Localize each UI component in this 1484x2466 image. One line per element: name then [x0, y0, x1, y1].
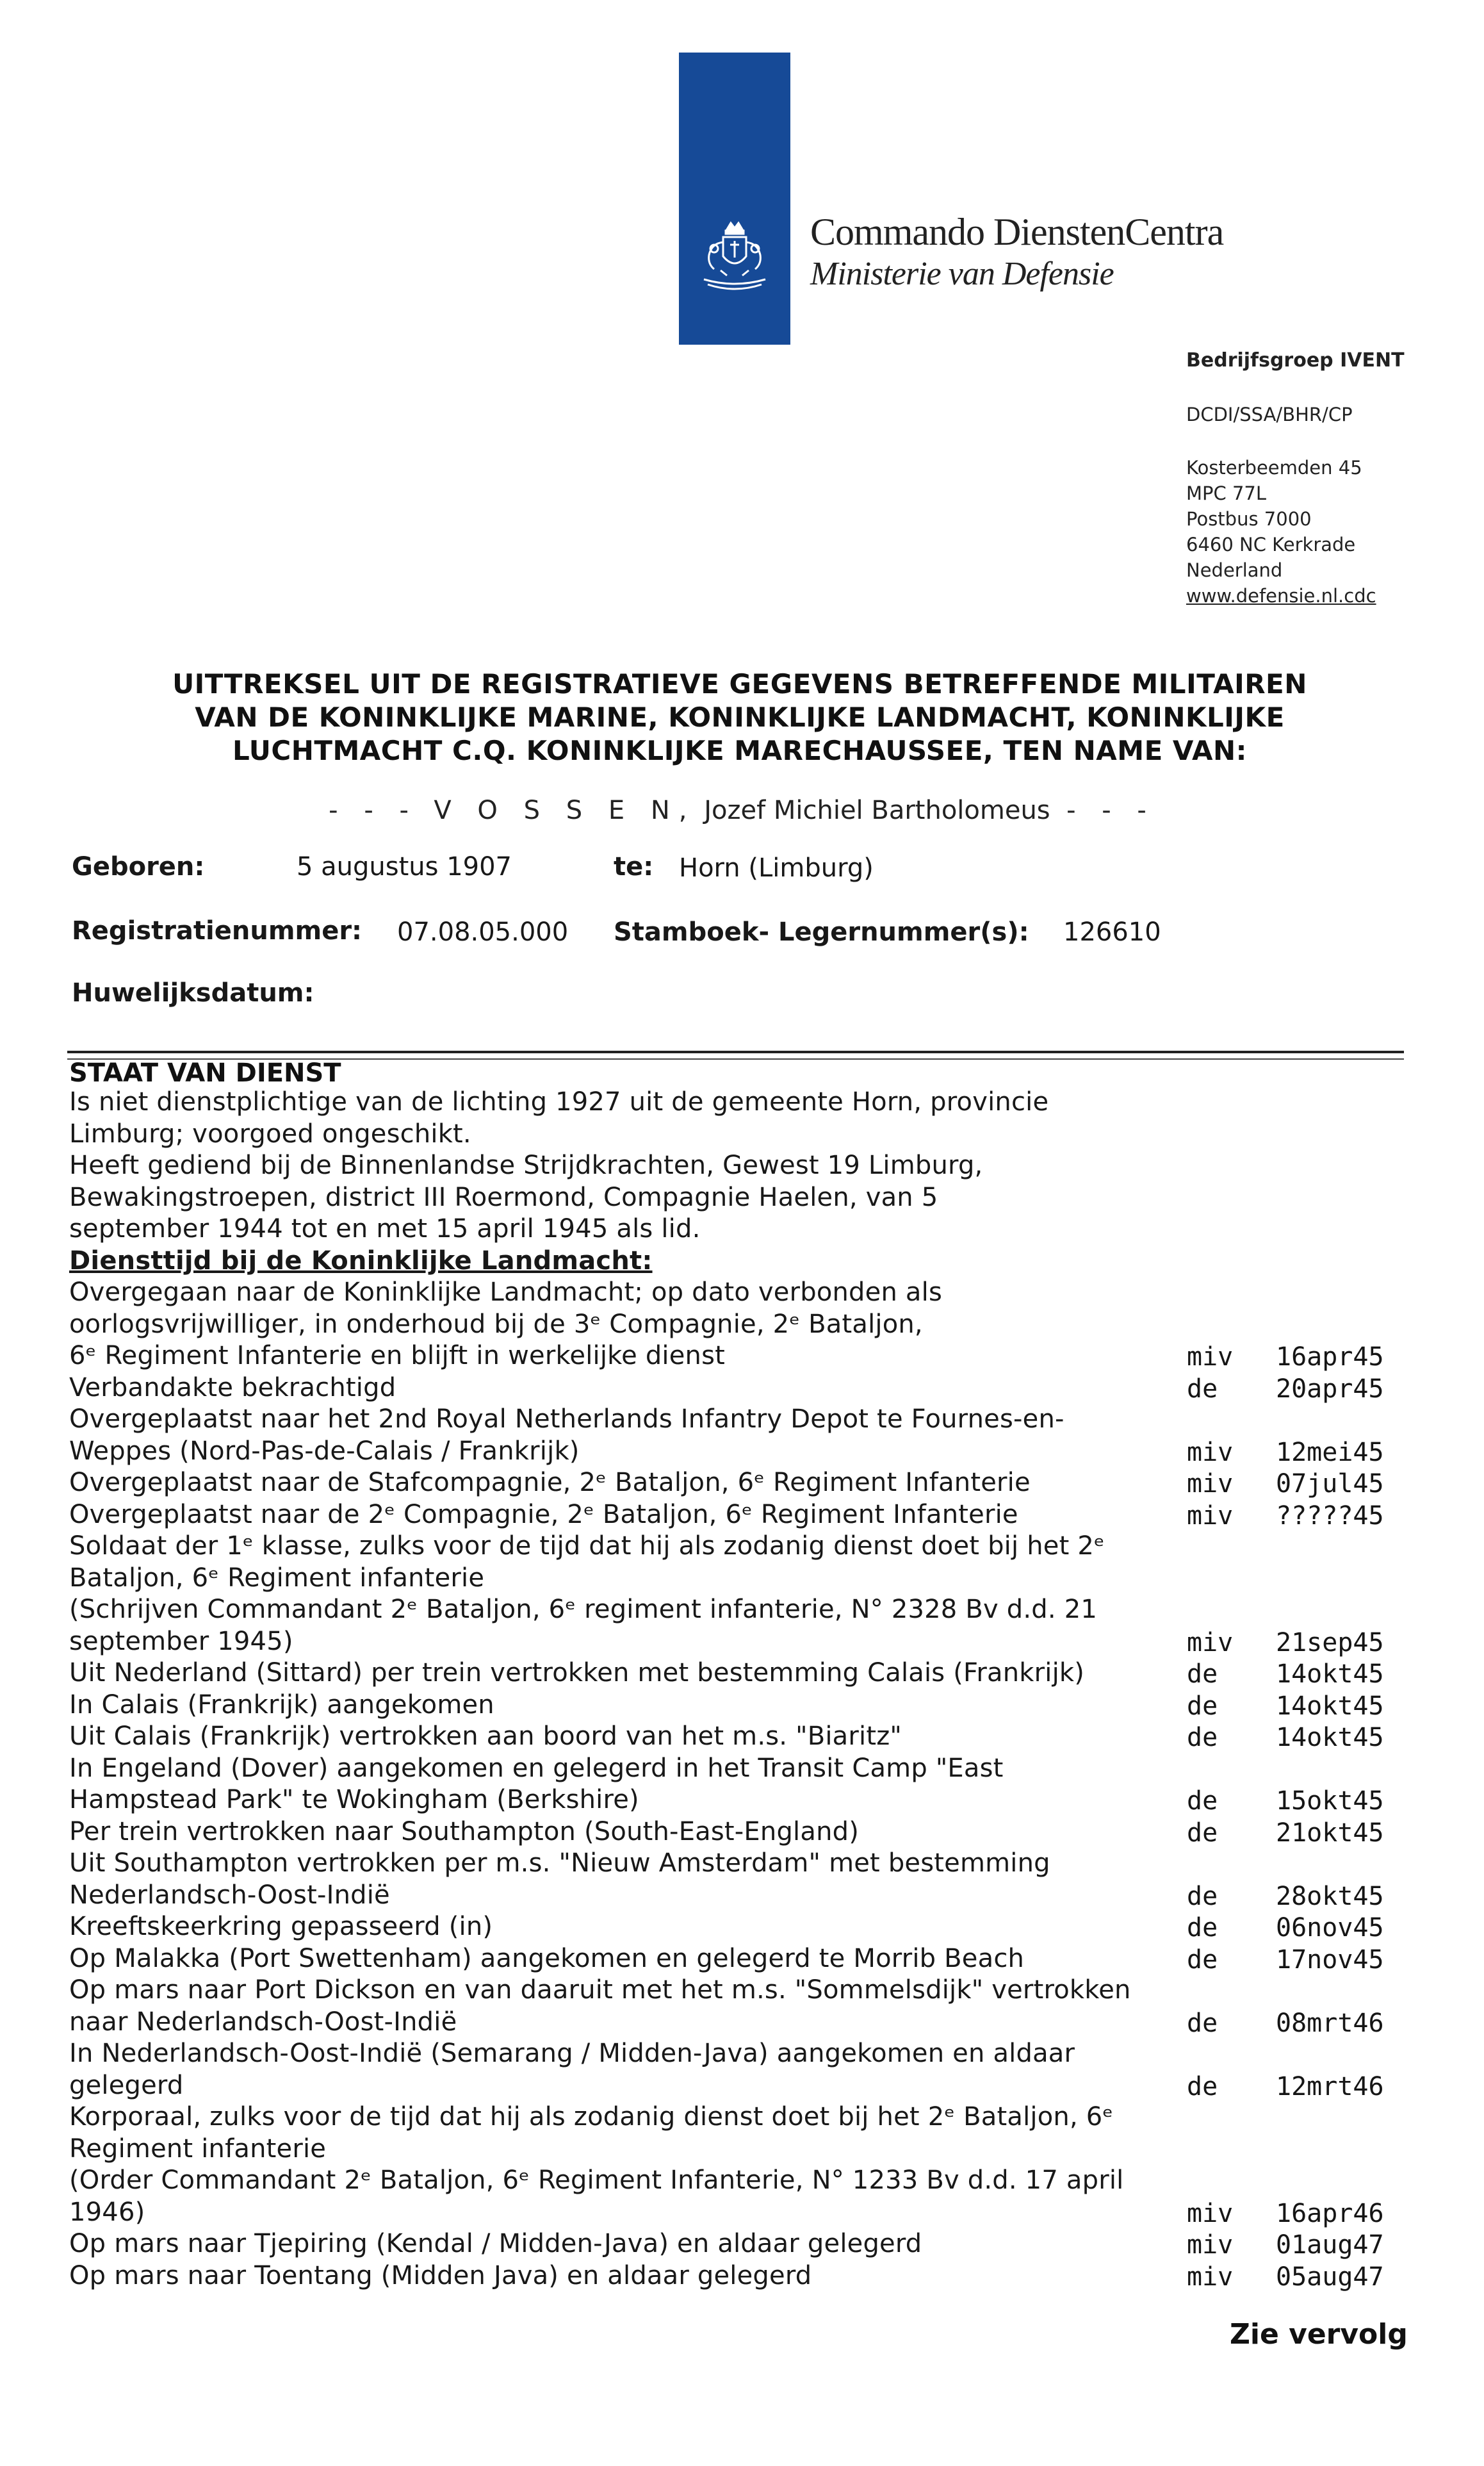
registration-value: 07.08.05.000 — [397, 917, 569, 947]
given-names: Jozef Michiel Bartholomeus — [704, 796, 1050, 825]
entry-keyword: de — [1187, 1945, 1218, 1975]
entry-text: Is niet dienstplichtige van de lichting 1927 uit de gemeente Horn, provincie — [69, 1087, 1049, 1117]
entry-text: Verbandakte bekrachtigd — [69, 1373, 396, 1402]
entry-keyword: miv — [1187, 1438, 1234, 1467]
entry-keyword: miv — [1187, 1628, 1234, 1657]
entry-text: naar Nederlandsch-Oost-Indië — [69, 2007, 457, 2037]
name-dashes-right: - - - — [1066, 796, 1155, 825]
coat-of-arms-icon — [695, 218, 775, 301]
heading-line: VAN DE KONINKLIJKE MARINE, KONINKLIJKE LANDMACHT, KONINKLIJKE — [195, 702, 1285, 733]
entry-text: Uit Southampton vertrokken per m.s. "Nieuw Amsterdam" met bestemming — [69, 1848, 1050, 1878]
entry-date: ?????45 — [1276, 1501, 1384, 1531]
entry-text: 6ᵉ Regiment Infanterie en blijft in werkelijke dienst — [69, 1341, 726, 1370]
entry-text: september 1944 tot en met 15 april 1945 als lid. — [69, 1214, 701, 1244]
entry-keyword: de — [1187, 1786, 1218, 1816]
ministry-name: Ministerie van Defensie — [810, 256, 1114, 292]
entry-keyword: miv — [1187, 2262, 1234, 2292]
heading-line: LUCHTMACHT C.Q. KONINKLIJKE MARECHAUSSEE, TEN NAME VAN: — [232, 735, 1247, 766]
entry-text: (Schrijven Commandant 2ᵉ Bataljon, 6ᵉ regiment infanterie, N° 2328 Bv d.d. 21 — [69, 1595, 1098, 1624]
document-heading — [128, 668, 1351, 768]
address-line: MPC 77L — [1186, 482, 1267, 504]
entry-date: 28okt45 — [1276, 1882, 1384, 1911]
entry-date: 07jul45 — [1276, 1469, 1384, 1499]
entry-text: oorlogsvrijwilliger, in onderhoud bij de 3ᵉ Compagnie, 2ᵉ Bataljon, — [69, 1310, 923, 1339]
entry-text: Korporaal, zulks voor de tijd dat hij als zodanig dienst doet bij het 2ᵉ Bataljon, 6ᵉ — [69, 2102, 1114, 2132]
org-name: Commando DienstenCentra — [810, 211, 1224, 253]
continued-note: Zie vervolg — [1230, 2318, 1408, 2351]
registration-label: Registratienummer: — [72, 916, 363, 946]
entry-text: (Order Commandant 2ᵉ Bataljon, 6ᵉ Regiment Infanterie, N° 1233 Bv d.d. 17 april — [69, 2166, 1124, 2195]
entry-keyword: de — [1187, 1913, 1218, 1943]
stamboek-value: 126610 — [1063, 917, 1161, 947]
entry-date: 14okt45 — [1276, 1659, 1384, 1689]
entry-text: Op mars naar Toentang (Midden Java) en aldaar gelegerd — [69, 2261, 812, 2290]
entry-text: Limburg; voorgoed ongeschikt. — [69, 1119, 471, 1149]
divider — [67, 1051, 1404, 1053]
entry-keyword: miv — [1187, 1342, 1234, 1372]
surname: V O S S E N, — [434, 796, 696, 825]
entry-keyword: de — [1187, 1818, 1218, 1848]
birthplace-label: te: — [614, 852, 654, 882]
entry-text: In Calais (Frankrijk) aangekomen — [69, 1690, 494, 1720]
name-dashes-left: - - - — [329, 796, 418, 825]
entry-keyword: de — [1187, 1691, 1218, 1721]
entry-keyword: de — [1187, 2009, 1218, 2038]
entry-text: Nederlandsch-Oost-Indië — [69, 1880, 390, 1910]
entry-text: Regiment infanterie — [69, 2134, 327, 2164]
entry-text: Heeft gediend bij de Binnenlandse Strijdkrachten, Gewest 19 Limburg, — [69, 1151, 983, 1180]
entry-date: 17nov45 — [1276, 1945, 1384, 1975]
entry-text: Overgegaan naar de Koninklijke Landmacht; op dato verbonden als — [69, 1278, 942, 1307]
entry-date: 21sep45 — [1276, 1628, 1384, 1657]
entry-text: Weppes (Nord-Pas-de-Calais / Frankrijk) — [69, 1436, 580, 1466]
entry-date: 12mei45 — [1276, 1438, 1384, 1467]
entry-date: 16apr46 — [1276, 2199, 1384, 2228]
person-name — [0, 796, 1484, 825]
entry-keyword: miv — [1187, 2230, 1234, 2260]
entry-date: 05aug47 — [1276, 2262, 1384, 2292]
entry-text: Bewakingstroepen, district III Roermond, Compagnie Haelen, van 5 — [69, 1183, 938, 1212]
entry-date: 06nov45 — [1276, 1913, 1384, 1943]
address-line: 6460 NC Kerkrade — [1186, 534, 1356, 555]
heading-line: UITTREKSEL UIT DE REGISTRATIEVE GEGEVENS BETREFFENDE MILITAIREN — [172, 668, 1307, 700]
born-value: 5 augustus 1907 — [297, 852, 512, 882]
entry-keyword: miv — [1187, 1469, 1234, 1499]
entry-keyword: de — [1187, 1723, 1218, 1752]
entry-keyword: de — [1187, 1659, 1218, 1689]
entry-keyword: de — [1187, 1374, 1218, 1404]
born-label: Geboren: — [72, 852, 205, 882]
entry-text: Per trein vertrokken naar Southampton (South-East-England) — [69, 1817, 860, 1846]
entry-date: 20apr45 — [1276, 1374, 1384, 1404]
entry-date: 08mrt46 — [1276, 2009, 1384, 2038]
entry-text: 1946) — [69, 2198, 145, 2227]
entry-date: 21okt45 — [1276, 1818, 1384, 1848]
entry-text: Uit Calais (Frankrijk) vertrokken aan boord van het m.s. "Biaritz" — [69, 1722, 902, 1751]
stamboek-label: Stamboek- Legernummer(s): — [614, 917, 1029, 947]
entry-text: Op mars naar Port Dickson en van daaruit met het m.s. "Sommelsdijk" vertrokken — [69, 1975, 1131, 2005]
entry-date: 15okt45 — [1276, 1786, 1384, 1816]
entry-date: 14okt45 — [1276, 1691, 1384, 1721]
entry-text: Overgeplaatst naar de 2ᵉ Compagnie, 2ᵉ Bataljon, 6ᵉ Regiment Infanterie — [69, 1500, 1018, 1529]
service-record-title: STAAT VAN DIENST — [69, 1058, 341, 1088]
entry-text: Uit Nederland (Sittard) per trein vertrokken met bestemming Calais (Frankrijk) — [69, 1658, 1085, 1688]
entry-date: 16apr45 — [1276, 1342, 1384, 1372]
bedrijfsgroep: Bedrijfsgroep IVENT — [1186, 349, 1405, 372]
entry-date: 01aug47 — [1276, 2230, 1384, 2260]
address-line: Postbus 7000 — [1186, 508, 1312, 530]
entry-text: In Engeland (Dover) aangekomen en gelegerd in het Transit Camp "East — [69, 1754, 1004, 1783]
entry-text: Op mars naar Tjepiring (Kendal / Midden-Java) en aldaar gelegerd — [69, 2229, 922, 2258]
address-line: Nederland — [1186, 559, 1283, 581]
entry-keyword: de — [1187, 1882, 1218, 1911]
service-subheading: Diensttijd bij de Koninklijke Landmacht: — [69, 1246, 653, 1276]
postal-address — [1186, 455, 1376, 609]
marriage-date-label: Huwelijksdatum: — [72, 978, 314, 1008]
entry-text: september 1945) — [69, 1627, 293, 1656]
entry-text: Overgeplaatst naar het 2nd Royal Netherlands Infantry Depot te Fournes-en- — [69, 1404, 1064, 1434]
entry-keyword: miv — [1187, 2199, 1234, 2228]
entry-text: Kreeftskeerkring gepasseerd (in) — [69, 1912, 493, 1941]
entry-text: Soldaat der 1ᵉ klasse, zulks voor de tijd dat hij als zodanig dienst doet bij het 2ᵉ — [69, 1531, 1105, 1561]
department-code: DCDI/SSA/BHR/CP — [1186, 404, 1353, 425]
entry-text: Bataljon, 6ᵉ Regiment infanterie — [69, 1563, 485, 1593]
entry-text: gelegerd — [69, 2071, 184, 2100]
entry-date: 14okt45 — [1276, 1723, 1384, 1752]
website-link[interactable]: www.defensie.nl.cdc — [1186, 585, 1376, 607]
entry-text: Hampstead Park" te Wokingham (Berkshire) — [69, 1785, 639, 1814]
entry-keyword: de — [1187, 2072, 1218, 2101]
entry-text: In Nederlandsch-Oost-Indië (Semarang / Midden-Java) aangekomen en aldaar — [69, 2039, 1075, 2068]
entry-text: Overgeplaatst naar de Stafcompagnie, 2ᵉ Bataljon, 6ᵉ Regiment Infanterie — [69, 1468, 1031, 1497]
entry-date: 12mrt46 — [1276, 2072, 1384, 2101]
address-line: Kosterbeemden 45 — [1186, 457, 1362, 479]
entry-keyword: miv — [1187, 1501, 1234, 1531]
entry-text: Op Malakka (Port Swettenham) aangekomen en gelegerd te Morrib Beach — [69, 1944, 1025, 1973]
birthplace-value: Horn (Limburg) — [679, 853, 874, 883]
